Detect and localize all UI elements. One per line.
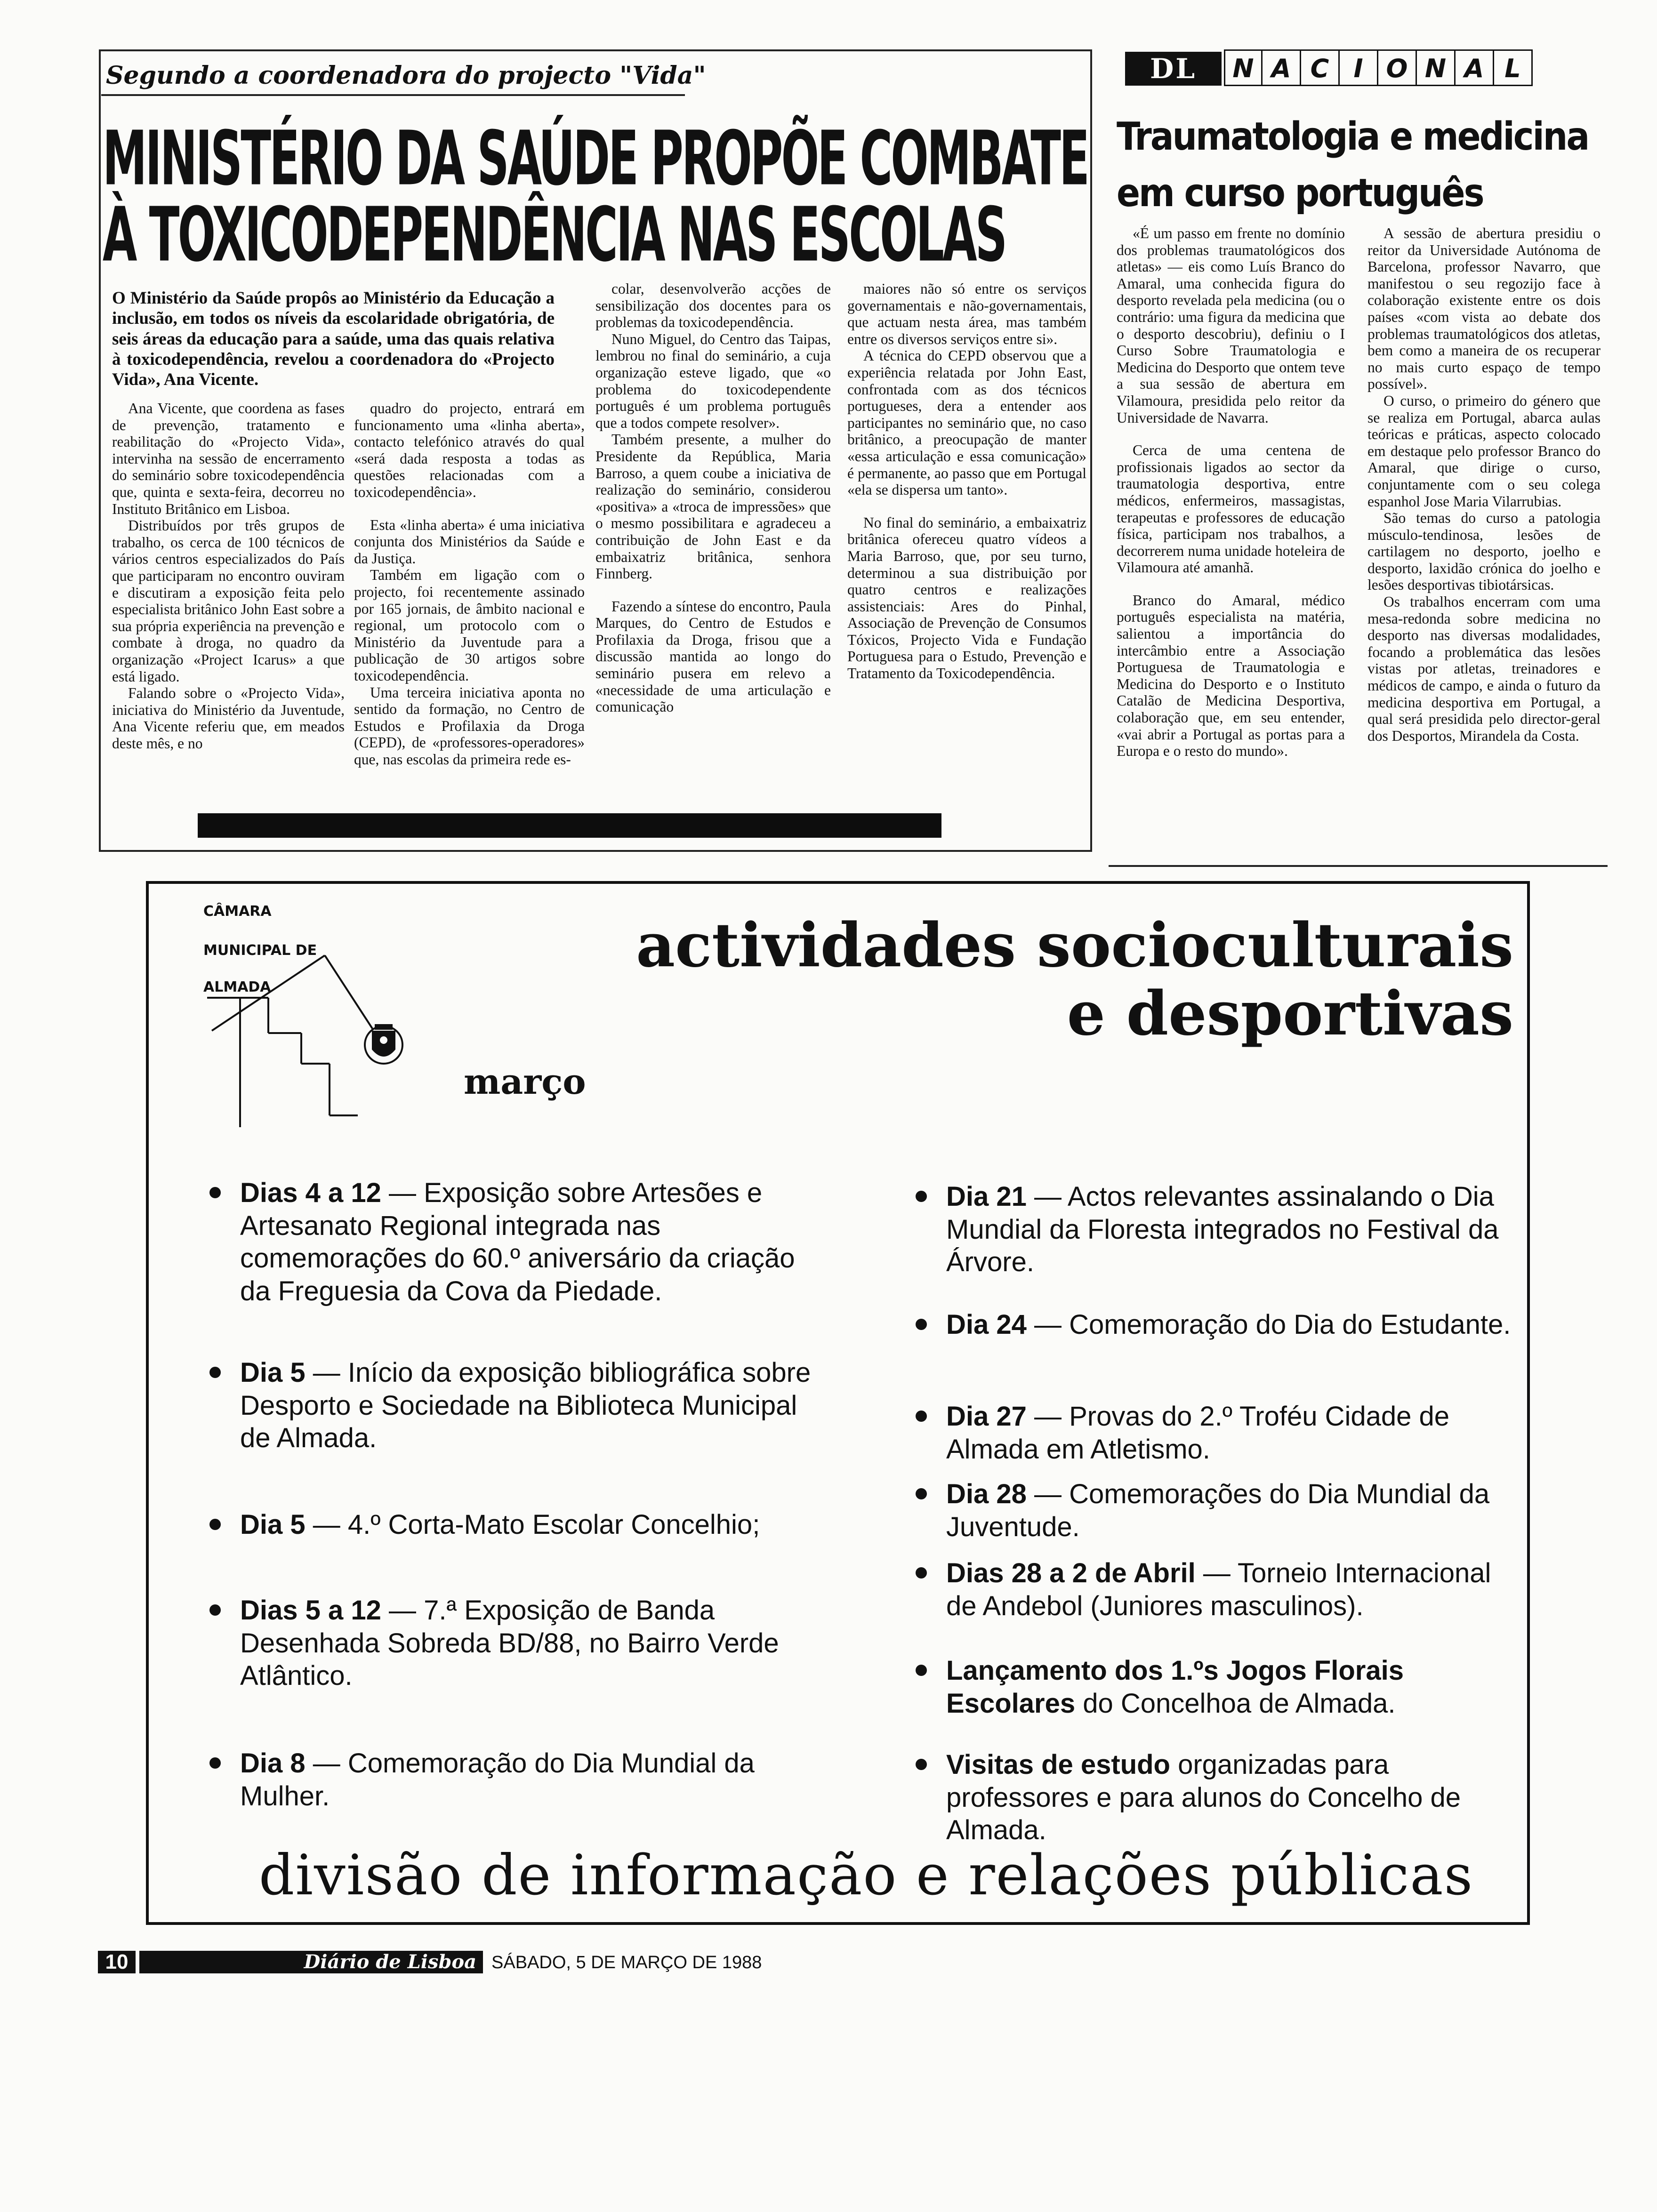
- bullet-icon: [209, 1757, 221, 1769]
- event-item: [946, 1557, 1518, 1622]
- paragraph: Esta «linha aberta» é uma iniciativa conjunta dos Ministérios da Saúde e da Justiça.: [354, 516, 585, 567]
- almada-emblem-graphic: [198, 937, 461, 1134]
- bullet-icon: [209, 1367, 221, 1378]
- paragraph: Também em ligação com o projecto, foi recentemente assinado por 165 jornais, de âmbito nacional e regional, um protocolo com o Ministério da Juventude para a publicação de 30 artigos sobre toxicodependência.: [354, 567, 585, 684]
- ad-title-line-2: e desportivas: [1067, 978, 1513, 1049]
- event-date: Visitas de estudo: [946, 1749, 1170, 1780]
- masthead: Diário de Lisboa: [139, 1951, 483, 1973]
- event-description: — Torneio Internacional de Andebol (Juniores masculinos).: [946, 1558, 1491, 1621]
- section-letter: I: [1340, 49, 1378, 86]
- bullet-icon: [916, 1411, 927, 1422]
- section-letter: A: [1456, 49, 1494, 86]
- bullet-icon: [916, 1567, 927, 1579]
- bullet-icon: [916, 1665, 927, 1676]
- section-letter: L: [1494, 49, 1533, 86]
- coat-of-arms-icon: [365, 1024, 402, 1064]
- paragraph: quadro do projecto, entrará em funcionamento uma «linha aberta», contacto telefónico através do qual «será dada resposta a todas as questões relacionadas com a toxicodependência».: [354, 400, 585, 500]
- side-story-title-line-1: Traumatologia e medicina: [1117, 114, 1589, 159]
- paragraph: Também presente, a mulher do Presidente da República, Maria Barroso, a quem coube a iniciativa de realização do seminário, considerou «positiva» a «troca de impressões» que o mesmo possibilitara e agradeceu a contribuição de John East e da embaixatriz britânica, senhora Finnberg.: [595, 431, 831, 582]
- main-story-lead: O Ministério da Saúde propôs ao Ministério da Educação a inclusão, em todos os níveis da escolaridade obrigatória, de seis áreas da educação para a saúde, uma das quais relativa à toxicodependência, revelou a coordenadora do «Projecto Vida», Ana Vicente.: [112, 289, 555, 390]
- event-item: [946, 1308, 1518, 1341]
- section-letter: A: [1263, 49, 1301, 86]
- bullet-icon: [916, 1488, 927, 1499]
- dateline: SÁBADO, 5 DE MARÇO DE 1988: [491, 1953, 762, 1972]
- page-number: 10: [98, 1951, 136, 1973]
- event-item: [240, 1177, 814, 1307]
- main-story-bottom-bar: [198, 813, 941, 838]
- main-story-column-1: [112, 400, 345, 752]
- bullet-icon: [916, 1191, 927, 1202]
- ad-footer: divisão de informação e relações públicas: [258, 1843, 1474, 1907]
- event-date: Dia 5: [240, 1509, 306, 1540]
- section-tag-nacional: [1125, 49, 1591, 88]
- event-item: [240, 1356, 814, 1455]
- event-date: Dia 28: [946, 1479, 1027, 1509]
- paragraph: Falando sobre o «Projecto Vida», iniciativa do Ministério da Juventude, Ana Vicente referiu que, em meados deste mês, e no: [112, 685, 345, 752]
- event-date: Dias 5 a 12: [240, 1595, 381, 1626]
- headline-line-2: À TOXICODEPENDÊNCIA NAS ESCOLAS: [103, 192, 1006, 279]
- event-date: Dia 8: [240, 1748, 306, 1779]
- event-description: — Comemoração do Dia do Estudante.: [1026, 1309, 1511, 1340]
- event-item: [946, 1654, 1518, 1720]
- paragraph: A sessão de abertura presidiu o reitor da Universidade Autónoma de Barcelona, professor Navarro, que manifestou o seu regozijo face à colaboração existente entre os dois países «com vista ao debate dos problemas traumatológicos dos atletas, bem como a maneira de os recuperar no mais curto espaço de tempo possível».: [1367, 225, 1601, 393]
- issuer-line-1: CÂMARA: [203, 903, 272, 920]
- bullet-icon: [209, 1187, 221, 1198]
- event-date: Dia 27: [946, 1401, 1027, 1432]
- paragraph: A técnica do CEPD observou que a experiência relatada por John East, confrontada com as dos técnicos portugueses, dera a entender aos participantes no seminário que, no caso britânico, a preocupação de manter «essa articulação e essa comunicação» é permanente, ao passo que em Portugal «ela se dispersa um tanto».: [847, 347, 1086, 498]
- paragraph: Ana Vicente, que coordena as fases de prevenção, tratamento e reabilitação do «Projecto Vida», intervinha na sessão de encerramento do seminário sobre toxicodependência que, quinta e sexta-feira, decorreu no Instituto Britânico em Lisboa.: [112, 400, 345, 517]
- bullet-icon: [916, 1759, 927, 1770]
- paragraph: O curso, o primeiro do género que se realiza em Portugal, abarca aulas teóricas e práticas, aspecto colocado em destaque pelo professor Branco do Amaral, que dirige o curso, conjuntamente com o seu colega espanhol Jose Maria Vilarrubias.: [1367, 392, 1601, 510]
- event-description: — Provas do 2.º Troféu Cidade de Almada em Atletismo.: [946, 1401, 1450, 1465]
- event-date: Dia 5: [240, 1357, 306, 1388]
- bullet-icon: [209, 1604, 221, 1616]
- event-date: Dias 4 a 12: [240, 1178, 381, 1208]
- section-letter: C: [1301, 49, 1340, 86]
- bullet-icon: [916, 1319, 927, 1330]
- section-letter: O: [1378, 49, 1417, 86]
- event-item: [240, 1747, 814, 1812]
- event-item: [946, 1400, 1518, 1466]
- event-description: — Actos relevantes assinalando o Dia Mundial da Floresta integrados no Festival da Árvore.: [946, 1181, 1499, 1278]
- event-item: [946, 1748, 1518, 1847]
- bullet-icon: [209, 1519, 221, 1530]
- event-item: [946, 1478, 1518, 1543]
- headline-line-1: MINISTÉRIO DA SAÚDE PROPÕE COMBATE: [103, 115, 1088, 202]
- event-item: [240, 1594, 814, 1692]
- paragraph: maiores não só entre os serviços governamentais e não-governamentais, que actuam nesta área, mas também entre os diversos serviços entre si».: [847, 281, 1086, 347]
- dl-logo: DL: [1125, 52, 1222, 86]
- side-story-column-2: [1367, 225, 1601, 744]
- event-item: [946, 1180, 1518, 1279]
- paragraph: Uma terceira iniciativa aponta no sentido da formação, no Centro de Estudos e Profilaxia da Droga (CEPD), de «professores-operadores» que, nas escolas da primeira rede es-: [354, 684, 585, 768]
- event-date: Dia 21: [946, 1181, 1027, 1212]
- event-description: — Exposição sobre Artesões e Artesanato Regional integrada nas comemorações do 60.º aniversário da criação da Freguesia da Cova da Piedade.: [240, 1178, 795, 1306]
- paragraph: No final do seminário, a embaixatriz britânica ofereceu quatro vídeos a Maria Barroso, que, por seu turno, determinou a sua distribuição por quatro centros e realizações assistenciais: Ares do Pinhal, Associação de Prevenção de Consumos Tóxicos, Projecto Vida e Fundação Portuguesa para o Estudo, Prevenção e Tratamento da Toxicodependência.: [847, 514, 1086, 682]
- issuer-line-2: MUNICIPAL DE: [203, 942, 317, 959]
- event-description: — Comemorações do Dia Mundial da Juventude.: [946, 1479, 1490, 1542]
- main-story-column-3: [595, 281, 831, 715]
- kicker-underline: [101, 94, 685, 96]
- issuer-line-3: ALMADA: [203, 979, 271, 995]
- paragraph: Fazendo a síntese do encontro, Paula Marques, do Centro de Estudos e Profilaxia da Droga, frisou que a discussão mantida ao longo do seminário pusera em relevo a «necessidade de uma articulação e comunicação: [595, 598, 831, 715]
- paragraph: São temas do curso a patologia músculo-tendinosa, lesões de cartilagem no desporto, joelho e desporto, laxidão crónica do joelho e lesões desportivas tibiotársicas.: [1367, 510, 1601, 593]
- month-label: março: [464, 1062, 586, 1102]
- paragraph: Os trabalhos encerram com uma mesa-redonda sobre medicina no desporto nas diversas modalidades, focando a problemática das lesões vistas por atletas, treinadores e médicos de campo, e ainda o futuro da medicina desportiva em Portugal, a qual será presidida pelo director-geral dos Desportos, Mirandela da Costa.: [1367, 593, 1601, 744]
- main-story-kicker: Segundo a coordenadora do projecto "Vida": [106, 61, 706, 90]
- event-description: — Comemoração do Dia Mundial da Mulher.: [240, 1748, 755, 1811]
- paragraph: Cerca de uma centena de profissionais ligados ao sector da traumatologia desportiva, entre médicos, enfermeiros, massagistas, terapeutas e professores de educação física, participam nos trabalhos, a decorrerem numa unidade hoteleira de Vilamoura até amanhã.: [1117, 442, 1345, 576]
- event-description: — 7.ª Exposição de Banda Desenhada Sobreda BD/88, no Bairro Verde Atlântico.: [240, 1595, 779, 1691]
- event-description: organizadas para professores e para alunos do Concelho de Almada.: [946, 1749, 1461, 1846]
- event-date: Dias 28 a 2 de Abril: [946, 1558, 1196, 1588]
- section-letter: N: [1224, 49, 1263, 86]
- event-description: do Concelhoa de Almada.: [1075, 1688, 1396, 1719]
- main-story-column-4: [847, 281, 1086, 682]
- event-date: Lançamento dos 1.ºs Jogos Florais Escolares: [946, 1655, 1404, 1719]
- paragraph: colar, desenvolverão acções de sensibilização dos docentes para os problemas da toxicodependência.: [595, 281, 831, 331]
- section-letters: [1224, 49, 1533, 86]
- side-story-title-line-2: em curso português: [1117, 171, 1483, 216]
- paragraph: Distribuídos por três grupos de trabalho, os cerca de 100 técnicos de vários centros especializados do País que participaram no encontro ouviram e discutiram a exposição feita pelo especialista britânico John East sobre a sua própria experiência na prevenção e combate à droga, no quadro da organização «Project Icarus» a que está ligado.: [112, 517, 345, 685]
- section-divider: [1109, 865, 1608, 867]
- main-story-column-2: [354, 400, 585, 768]
- event-item: [240, 1508, 814, 1541]
- event-description: — Início da exposição bibliográfica sobre Desporto e Sociedade na Biblioteca Municipal de Almada.: [240, 1357, 811, 1454]
- ad-title-line-1: actividades socioculturais: [636, 910, 1513, 981]
- event-date: Dia 24: [946, 1309, 1027, 1340]
- paragraph: «É um passo em frente no domínio dos problemas traumatológicos dos atletas» — eis como Luís Branco do Amaral, uma conhecida figura do desporto revelada pela medicina (ou o contrário: uma figura da medicina que o desporto descobriu), definiu o I Curso Sobre Traumatologia e Medicina do Desporto que ontem teve a sua sessão de abertura em Vilamoura, presidida pelo reitor da Universidade de Navarra.: [1117, 225, 1345, 426]
- event-description: — 4.º Corta-Mato Escolar Concelhio;: [305, 1509, 760, 1540]
- side-story-column-1: [1117, 225, 1345, 760]
- paragraph: Branco do Amaral, médico português especialista na matéria, salientou a importância do intercâmbio entre a Associação Portuguesa de Traumatologia e Medicina do Desporto e o Instituto Catalão de Medicina Desportiva, colaboração que, em seu entender, «vai abrir a Portugal as portas para a Europa e o resto do mundo».: [1117, 592, 1345, 760]
- paragraph: Nuno Miguel, do Centro das Taipas, lembrou no final do seminário, a cuja organização esteve ligado, que «o problema do toxicodependente português é um problema português que a todos compete resolver».: [595, 330, 831, 431]
- section-letter: N: [1417, 49, 1456, 86]
